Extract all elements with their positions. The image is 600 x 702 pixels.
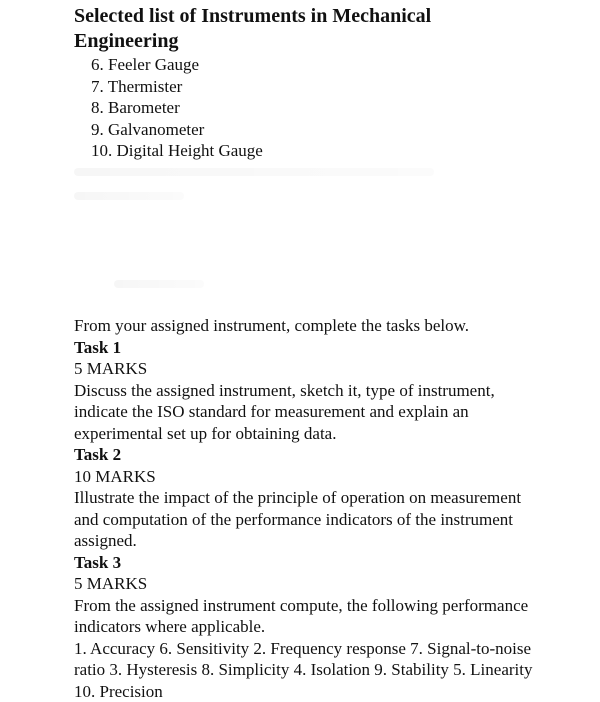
task-3-marks: 5 MARKS [74, 573, 544, 595]
task-3-description: From the assigned instrument compute, the following performance indicators where applicable. [74, 595, 544, 638]
instrument-list [91, 54, 263, 162]
faded-content-area [74, 160, 514, 310]
list-item: 7. Thermister [91, 76, 263, 98]
task-1-marks: 5 MARKS [74, 358, 544, 380]
document-title: Selected list of Instruments in Mechanical Engineering [74, 4, 514, 54]
task-3-heading: Task 3 [74, 552, 544, 574]
list-item: 9. Galvanometer [91, 119, 263, 141]
list-item: 10. Digital Height Gauge [91, 140, 263, 162]
task-1-description: Discuss the assigned instrument, sketch it, type of instrument, indicate the ISO standard for measurement and explain an experimental set up for obtaining data. [74, 380, 544, 445]
list-item: 6. Feeler Gauge [91, 54, 263, 76]
task-3-indicators: 1. Accuracy 6. Sensitivity 2. Frequency response 7. Signal-to-noise ratio 3. Hysteresis 8. Simplicity 4. Isolation 9. Stability 5. Linearity 10. Precision [74, 638, 544, 702]
task-section [74, 315, 544, 702]
task-2-heading: Task 2 [74, 444, 544, 466]
task-2-description: Illustrate the impact of the principle of operation on measurement and computation of the performance indicators of the instrument assigned. [74, 487, 544, 552]
faded-line [74, 168, 434, 176]
task-2-marks: 10 MARKS [74, 466, 544, 488]
list-item: 8. Barometer [91, 97, 263, 119]
faded-line [114, 280, 204, 288]
faded-line [74, 192, 184, 200]
intro-text: From your assigned instrument, complete the tasks below. [74, 315, 544, 337]
task-1-heading: Task 1 [74, 337, 544, 359]
